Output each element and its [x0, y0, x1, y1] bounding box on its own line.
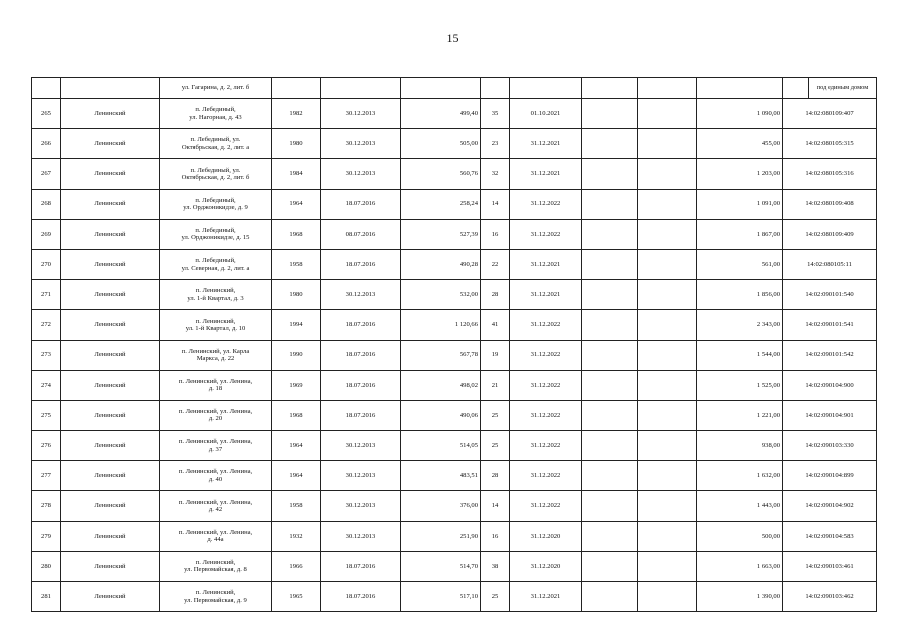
- cell-empty: [638, 249, 697, 279]
- table-row-continuation: [32, 78, 877, 99]
- cell-empty: [582, 521, 638, 551]
- cell-area: 251,90: [401, 521, 481, 551]
- cell-empty: [582, 582, 638, 612]
- cell-year: 1984: [272, 159, 321, 189]
- table-row: [32, 491, 877, 521]
- cell-year: 1990: [272, 340, 321, 370]
- cell-empty: [638, 280, 697, 310]
- cell-deadline: 31.12.2021: [510, 249, 582, 279]
- registry-body: [32, 78, 877, 612]
- cell-empty: [582, 99, 638, 129]
- cell-number: 266: [32, 129, 61, 159]
- cell-date: 30.12.2013: [321, 431, 401, 461]
- table-row: [32, 99, 877, 129]
- cell-address-line: ул. Орджоникидзе, д. 9: [183, 204, 248, 212]
- cell-year: 1958: [272, 491, 321, 521]
- cell-number: 270: [32, 249, 61, 279]
- cell-address: [160, 99, 272, 129]
- cell-district: Ленинский: [61, 310, 160, 340]
- cell-value: 1 867,00: [697, 219, 783, 249]
- cell-year: 1982: [272, 99, 321, 129]
- cell-address: [160, 431, 272, 461]
- cell-value: 1 544,00: [697, 340, 783, 370]
- cell-address: [160, 491, 272, 521]
- cell-address: [160, 370, 272, 400]
- cell-cadastral: 14:02:080105:316: [783, 159, 877, 189]
- cell-empty: [582, 129, 638, 159]
- cell-number: 269: [32, 219, 61, 249]
- cell-year: 1964: [272, 189, 321, 219]
- cell-date: 30.12.2013: [321, 491, 401, 521]
- cell-value: 500,00: [697, 521, 783, 551]
- cell-year: 1969: [272, 370, 321, 400]
- cell-district: Ленинский: [61, 219, 160, 249]
- cell-number: 265: [32, 99, 61, 129]
- cell-deadline: 31.12.2020: [510, 551, 582, 581]
- cell-address-line: п. Ленинский,: [195, 589, 236, 597]
- cell-number: 274: [32, 370, 61, 400]
- cell-deadline: 31.12.2022: [510, 189, 582, 219]
- cell-empty: [697, 78, 783, 99]
- cell-count: 25: [481, 582, 510, 612]
- table-row: [32, 340, 877, 370]
- cell-empty: [638, 99, 697, 129]
- cell-address-line: п. Лебединый, ул.: [190, 166, 241, 174]
- cell-value: 1 443,00: [697, 491, 783, 521]
- cell-address: [160, 310, 272, 340]
- cell-address-line: Октябрьская, д. 2, лит. а: [181, 143, 250, 151]
- cell-year: 1994: [272, 310, 321, 340]
- cell-district: Ленинский: [61, 129, 160, 159]
- cell-empty: [638, 310, 697, 340]
- cell-deadline: 31.12.2020: [510, 521, 582, 551]
- cell-address-line: д. 42: [208, 506, 223, 514]
- cell-cadastral: 14:02:090103:462: [783, 582, 877, 612]
- cell-count: 23: [481, 129, 510, 159]
- cell-address-line: ул. Первомайская, д. 8: [184, 566, 247, 574]
- cell-district: Ленинский: [61, 400, 160, 430]
- cell-address-line: п. Ленинский, ул. Ленина,: [178, 468, 253, 476]
- cell-address: [160, 461, 272, 491]
- cell-address: [160, 521, 272, 551]
- cell-area: 532,00: [401, 280, 481, 310]
- cell-area: 483,51: [401, 461, 481, 491]
- cell-area: 517,10: [401, 582, 481, 612]
- table-row: [32, 431, 877, 461]
- table-row: [32, 310, 877, 340]
- cell-area: 376,00: [401, 491, 481, 521]
- cell-date: 18.07.2016: [321, 400, 401, 430]
- cell-address: [160, 189, 272, 219]
- cell-count: 16: [481, 521, 510, 551]
- cell-deadline: 31.12.2022: [510, 400, 582, 430]
- cell-area: 514,05: [401, 431, 481, 461]
- cell-number: 278: [32, 491, 61, 521]
- cell-deadline: 31.12.2022: [510, 431, 582, 461]
- cell-cadastral: 14:02:090101:540: [783, 280, 877, 310]
- table-row: [32, 129, 877, 159]
- cell-date: 30.12.2013: [321, 521, 401, 551]
- cell-cadastral: 14:02:080109:407: [783, 99, 877, 129]
- cell-cadastral: 14:02:090104:901: [783, 400, 877, 430]
- cell-cadastral: 14:02:080109:408: [783, 189, 877, 219]
- cell-count: 14: [481, 189, 510, 219]
- cell-district: Ленинский: [61, 189, 160, 219]
- cell-empty: [638, 582, 697, 612]
- cell-address-line: Октябрьская, д. 2, лит. б: [181, 173, 250, 181]
- cell-date: 30.12.2013: [321, 129, 401, 159]
- cell-empty: [638, 340, 697, 370]
- cell-address-line: п. Лебединый,: [195, 226, 236, 234]
- cell-empty: [582, 280, 638, 310]
- cell-district: Ленинский: [61, 159, 160, 189]
- cell-address-line: п. Ленинский, ул. Ленина,: [178, 528, 253, 536]
- cell-address-line: ул. Орджоникидзе, д. 15: [181, 234, 250, 242]
- cell-deadline: 31.12.2022: [510, 310, 582, 340]
- table-row: [32, 219, 877, 249]
- cell-district: Ленинский: [61, 521, 160, 551]
- cell-number: 273: [32, 340, 61, 370]
- cell-area: 1 120,66: [401, 310, 481, 340]
- cell-year: 1980: [272, 129, 321, 159]
- cell-empty: [783, 78, 809, 99]
- cell-district: Ленинский: [61, 249, 160, 279]
- cell-address-line: Маркса, д. 22: [196, 355, 235, 363]
- cell-year: 1968: [272, 219, 321, 249]
- cell-address-line: д. 18: [208, 385, 223, 393]
- table-row: [32, 280, 877, 310]
- cell-value: 1 525,00: [697, 370, 783, 400]
- table-row: [32, 551, 877, 581]
- cell-count: 35: [481, 99, 510, 129]
- cell-address-line: д. 20: [208, 415, 223, 423]
- cell-address-line: ул. 1-й Квартал, д. 3: [187, 294, 244, 302]
- cell-address-line: п. Лебединый,: [195, 257, 236, 265]
- cell-empty: [638, 370, 697, 400]
- table-row: [32, 582, 877, 612]
- cell-value: 561,00: [697, 249, 783, 279]
- cell-empty: [638, 461, 697, 491]
- cell-cadastral: 14:02:080105:315: [783, 129, 877, 159]
- cell-area: 505,00: [401, 129, 481, 159]
- cell-count: 25: [481, 400, 510, 430]
- cell-district: Ленинский: [61, 461, 160, 491]
- cell-address: [160, 280, 272, 310]
- cell-number: 267: [32, 159, 61, 189]
- cell-deadline: 31.12.2022: [510, 491, 582, 521]
- cell-address: ул. Гагарина, д. 2, лит. б: [160, 78, 272, 99]
- cell-empty: [638, 189, 697, 219]
- cell-date: 30.12.2013: [321, 159, 401, 189]
- table-row: [32, 370, 877, 400]
- cell-empty: [582, 219, 638, 249]
- cell-address-line: п. Ленинский,: [195, 287, 236, 295]
- cell-empty: [582, 189, 638, 219]
- cell-area: 490,28: [401, 249, 481, 279]
- cell-value: 1 203,00: [697, 159, 783, 189]
- cell-deadline: 31.12.2021: [510, 129, 582, 159]
- cell-date: 18.07.2016: [321, 551, 401, 581]
- cell-district: Ленинский: [61, 491, 160, 521]
- cell-empty: [321, 78, 401, 99]
- cell-cadastral: 14:02:090104:902: [783, 491, 877, 521]
- cell-empty: [481, 78, 510, 99]
- cell-value: 1 632,00: [697, 461, 783, 491]
- cell-date: 18.07.2016: [321, 310, 401, 340]
- cell-date: 08.07.2016: [321, 219, 401, 249]
- cell-area: 514,70: [401, 551, 481, 581]
- cell-empty: [401, 78, 481, 99]
- cell-cadastral: 14:02:090101:541: [783, 310, 877, 340]
- cell-year: 1964: [272, 431, 321, 461]
- cell-district: Ленинский: [61, 431, 160, 461]
- cell-empty: [638, 551, 697, 581]
- cell-year: 1958: [272, 249, 321, 279]
- cell-deadline: 31.12.2022: [510, 370, 582, 400]
- cell-address-line: ул. 1-й Квартал, д. 10: [185, 324, 246, 332]
- cell-area: 490,06: [401, 400, 481, 430]
- cell-cadastral: 14:02:080109:409: [783, 219, 877, 249]
- cell-number: 280: [32, 551, 61, 581]
- cell-address-line: п. Ленинский, ул. Ленина,: [178, 408, 253, 416]
- cell-district: Ленинский: [61, 99, 160, 129]
- cell-deadline: 31.12.2021: [510, 159, 582, 189]
- cell-address-line: п. Ленинский, ул. Карла: [181, 347, 250, 355]
- cell-number: 268: [32, 189, 61, 219]
- cell-area: 258,24: [401, 189, 481, 219]
- cell-value: 455,00: [697, 129, 783, 159]
- cell-cadastral: 14:02:080105:11: [783, 249, 877, 279]
- cell-address: [160, 340, 272, 370]
- cell-date: 18.07.2016: [321, 249, 401, 279]
- table-row: [32, 189, 877, 219]
- cell-value: 1 090,00: [697, 99, 783, 129]
- cell-count: 41: [481, 310, 510, 340]
- cell-deadline: 31.12.2022: [510, 461, 582, 491]
- cell-address-line: п. Ленинский, ул. Ленина,: [178, 438, 253, 446]
- cell-empty: [582, 159, 638, 189]
- cell-address-line: ул. Северная, д. 2, лит. а: [181, 264, 250, 272]
- cell-date: 30.12.2013: [321, 461, 401, 491]
- cell-area: 498,02: [401, 370, 481, 400]
- cell-address-line: п. Ленинский,: [195, 317, 236, 325]
- cell-number: 276: [32, 431, 61, 461]
- cell-address-line: ул. Первомайская, д. 9: [184, 596, 247, 604]
- cell-address-line: д. 40: [208, 475, 223, 483]
- cell-empty: [510, 78, 582, 99]
- cell-empty: [582, 340, 638, 370]
- cell-year: 1966: [272, 551, 321, 581]
- cell-empty: [32, 78, 61, 99]
- housing-registry-table: [31, 77, 877, 612]
- cell-address: [160, 551, 272, 581]
- cell-count: 28: [481, 280, 510, 310]
- cell-empty: [638, 491, 697, 521]
- cell-count: 21: [481, 370, 510, 400]
- cell-year: 1980: [272, 280, 321, 310]
- cell-district: Ленинский: [61, 370, 160, 400]
- cell-empty: [638, 129, 697, 159]
- cell-empty: [638, 521, 697, 551]
- cell-value: 1 221,00: [697, 400, 783, 430]
- cell-district: Ленинский: [61, 340, 160, 370]
- cell-empty: [582, 400, 638, 430]
- cell-value: 1 663,00: [697, 551, 783, 581]
- cell-count: 32: [481, 159, 510, 189]
- cell-cadastral: 14:02:090101:542: [783, 340, 877, 370]
- cell-cadastral: 14:02:090104:900: [783, 370, 877, 400]
- cell-cadastral: 14:02:090104:583: [783, 521, 877, 551]
- cell-count: 38: [481, 551, 510, 581]
- cell-area: 560,76: [401, 159, 481, 189]
- cell-address-line: п. Лебединый,: [195, 106, 236, 114]
- cell-empty: [582, 431, 638, 461]
- cell-value: 1 091,00: [697, 189, 783, 219]
- cell-address: [160, 219, 272, 249]
- cell-count: 19: [481, 340, 510, 370]
- cell-deadline: 01.10.2021: [510, 99, 582, 129]
- cell-value: 938,00: [697, 431, 783, 461]
- cell-address-line: ул. Нагорная, д. 43: [189, 113, 242, 121]
- cell-year: 1968: [272, 400, 321, 430]
- cell-empty: [582, 370, 638, 400]
- cell-status: под единым домом: [809, 78, 877, 99]
- cell-date: 18.07.2016: [321, 189, 401, 219]
- cell-address: [160, 129, 272, 159]
- cell-number: 275: [32, 400, 61, 430]
- cell-date: 18.07.2016: [321, 370, 401, 400]
- cell-address-line: д. 44а: [207, 536, 224, 544]
- cell-number: 272: [32, 310, 61, 340]
- table-row: [32, 159, 877, 189]
- cell-count: 22: [481, 249, 510, 279]
- cell-count: 28: [481, 461, 510, 491]
- cell-cadastral: 14:02:090103:330: [783, 431, 877, 461]
- cell-number: 271: [32, 280, 61, 310]
- cell-empty: [582, 461, 638, 491]
- cell-deadline: 31.12.2021: [510, 582, 582, 612]
- cell-district: Ленинский: [61, 582, 160, 612]
- cell-area: 567,78: [401, 340, 481, 370]
- cell-empty: [638, 219, 697, 249]
- cell-year: 1964: [272, 461, 321, 491]
- table-row: [32, 461, 877, 491]
- cell-count: 25: [481, 431, 510, 461]
- cell-deadline: 31.12.2021: [510, 280, 582, 310]
- cell-empty: [582, 249, 638, 279]
- page-number: 15: [446, 31, 459, 45]
- cell-empty: [638, 431, 697, 461]
- cell-address-line: п. Лебединый, ул.: [190, 136, 241, 144]
- cell-address: [160, 400, 272, 430]
- cell-address-line: п. Ленинский,: [195, 559, 236, 566]
- cell-date: 18.07.2016: [321, 340, 401, 370]
- cell-empty: [582, 310, 638, 340]
- cell-count: 14: [481, 491, 510, 521]
- table-row: [32, 400, 877, 430]
- cell-address: [160, 249, 272, 279]
- cell-date: 30.12.2013: [321, 280, 401, 310]
- cell-area: 499,40: [401, 99, 481, 129]
- cell-address-line: п. Лебединый,: [195, 196, 236, 204]
- cell-deadline: 31.12.2022: [510, 219, 582, 249]
- cell-count: 16: [481, 219, 510, 249]
- cell-number: 281: [32, 582, 61, 612]
- cell-number: 277: [32, 461, 61, 491]
- cell-empty: [638, 400, 697, 430]
- cell-cadastral: 14:02:090103:461: [783, 551, 877, 581]
- cell-empty: [638, 159, 697, 189]
- cell-number: 279: [32, 521, 61, 551]
- cell-address-line: п. Ленинский, ул. Ленина,: [178, 498, 253, 506]
- cell-empty: [582, 551, 638, 581]
- cell-address: [160, 159, 272, 189]
- table-row: [32, 249, 877, 279]
- cell-empty: [61, 78, 160, 99]
- cell-value: 1 390,00: [697, 582, 783, 612]
- cell-cadastral: 14:02:090104:899: [783, 461, 877, 491]
- cell-address: [160, 582, 272, 612]
- cell-district: Ленинский: [61, 551, 160, 581]
- cell-deadline: 31.12.2022: [510, 340, 582, 370]
- cell-date: 30.12.2013: [321, 99, 401, 129]
- cell-empty: [638, 78, 697, 99]
- cell-area: 527,39: [401, 219, 481, 249]
- cell-empty: [272, 78, 321, 99]
- cell-address-line: д. 37: [208, 445, 223, 453]
- cell-empty: [582, 491, 638, 521]
- cell-year: 1965: [272, 582, 321, 612]
- cell-empty: [582, 78, 638, 99]
- cell-district: Ленинский: [61, 280, 160, 310]
- table-row: [32, 521, 877, 551]
- cell-value: 2 343,00: [697, 310, 783, 340]
- cell-address-line: п. Ленинский, ул. Ленина,: [178, 377, 253, 385]
- cell-date: 18.07.2016: [321, 582, 401, 612]
- cell-value: 1 856,00: [697, 280, 783, 310]
- cell-year: 1932: [272, 521, 321, 551]
